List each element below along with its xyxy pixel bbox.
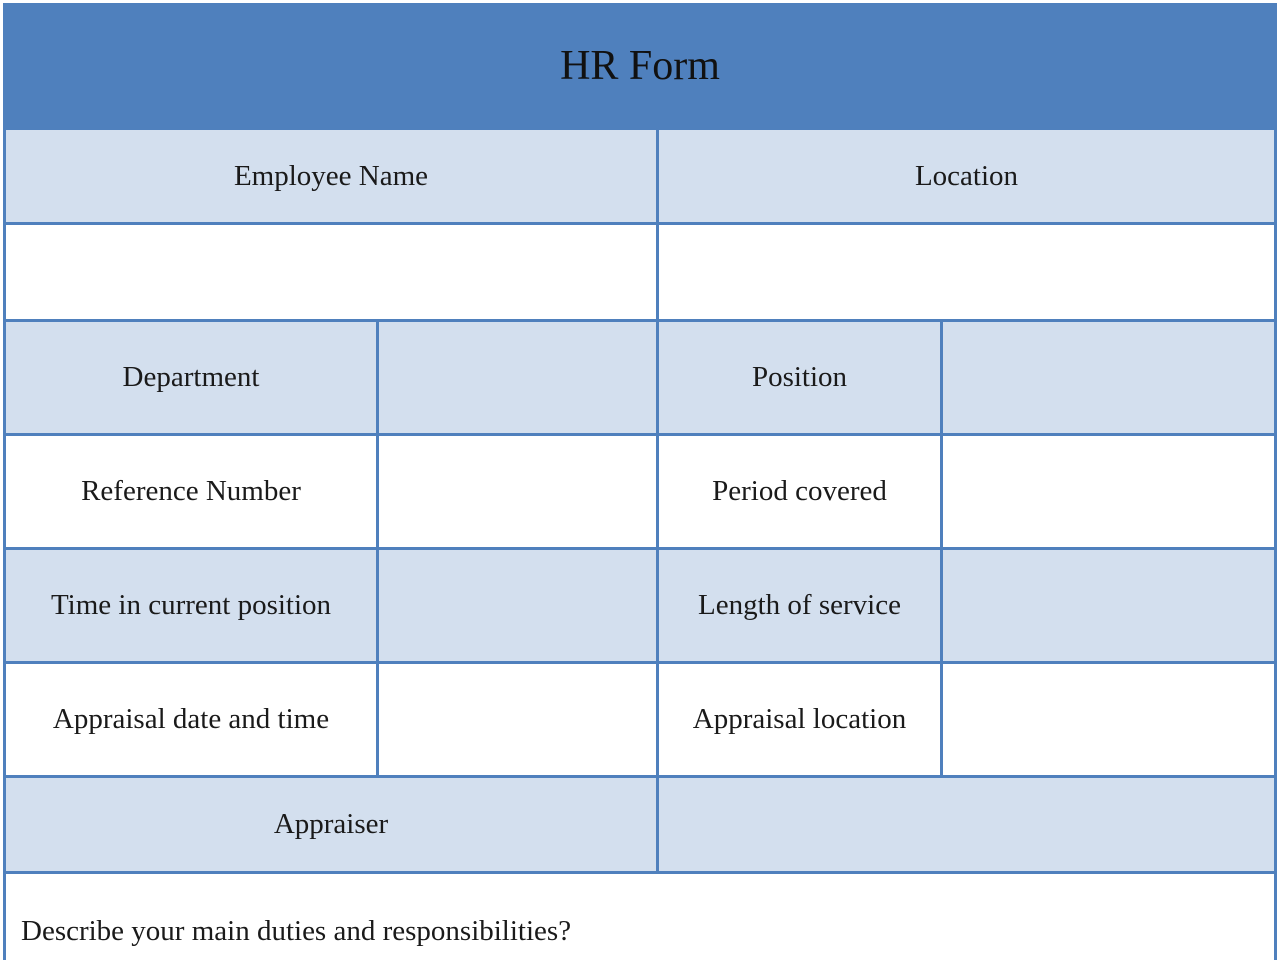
time-in-position-label: Time in current position — [3, 547, 379, 664]
reference-number-field[interactable] — [376, 433, 659, 550]
appraisal-location-label: Appraisal location — [656, 661, 943, 778]
department-field[interactable] — [376, 319, 659, 436]
time-in-position-field[interactable] — [376, 547, 659, 664]
position-label: Position — [656, 319, 943, 436]
reference-number-label: Reference Number — [3, 433, 379, 550]
period-covered-field[interactable] — [940, 433, 1277, 550]
length-of-service-label: Length of service — [656, 547, 943, 664]
department-label: Department — [3, 319, 379, 436]
appraisal-location-field[interactable] — [940, 661, 1277, 778]
duties-question: Describe your main duties and responsibilities? — [3, 871, 1277, 960]
appraisal-datetime-field[interactable] — [376, 661, 659, 778]
form-title: HR Form — [3, 3, 1277, 129]
employee-name-label: Employee Name — [3, 127, 659, 225]
length-of-service-field[interactable] — [940, 547, 1277, 664]
location-label: Location — [656, 127, 1277, 225]
employee-name-field[interactable] — [3, 222, 659, 322]
period-covered-label: Period covered — [656, 433, 943, 550]
appraiser-field[interactable] — [656, 775, 1277, 874]
position-field[interactable] — [940, 319, 1277, 436]
appraisal-datetime-label: Appraisal date and time — [3, 661, 379, 778]
appraiser-label: Appraiser — [3, 775, 659, 874]
location-field[interactable] — [656, 222, 1277, 322]
